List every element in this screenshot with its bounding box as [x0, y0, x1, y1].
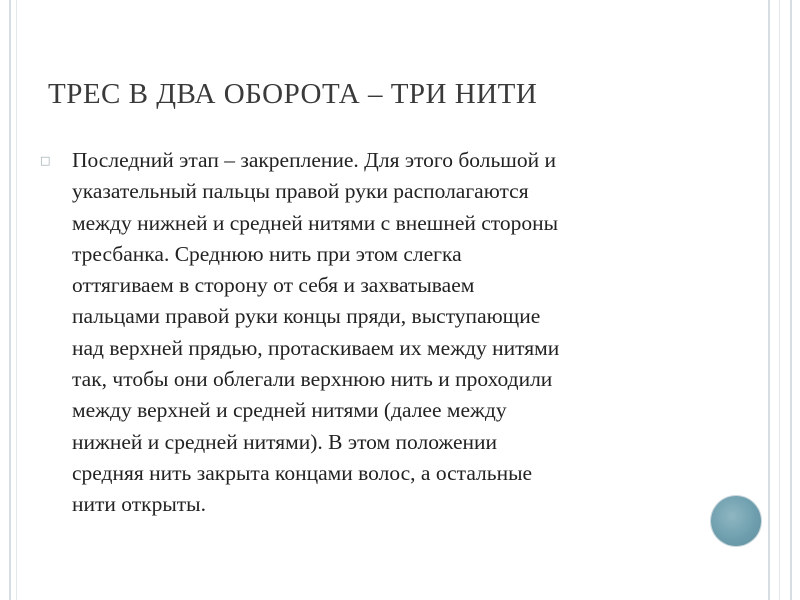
- body-line: оттягиваем в сторону от себя и захватываем: [72, 273, 475, 298]
- body-line: над верхней прядью, протаскиваем их между нитями: [72, 335, 560, 360]
- frame-line-right-2: [779, 0, 780, 600]
- frame-line-left-inner: [16, 0, 17, 600]
- frame-line-right-1: [768, 0, 770, 600]
- body-line: нити открыты.: [72, 492, 207, 517]
- body-line: между нижней и средней нитями с внешней стороны: [72, 210, 559, 235]
- body-line: пальцами правой руки концы пряди, выступающие: [72, 304, 541, 329]
- body-line: нижней и средней нитями). В этом положении: [72, 429, 498, 454]
- frame-line-right-3: [790, 0, 792, 600]
- body-line: так, чтобы они облегали верхнюю нить и проходили: [72, 367, 553, 392]
- slide-title: ТРЕС В ДВА ОБОРОТА – ТРИ НИТИ: [48, 78, 538, 110]
- body-line: средняя нить закрыта концами волос, а остальные: [72, 460, 533, 485]
- bullet-text: [72, 145, 702, 521]
- body-line: тресбанка. Среднюю нить при этом слегка: [72, 241, 462, 266]
- bullet-item: [40, 145, 720, 521]
- hollow-square-bullet-icon: □: [40, 154, 51, 167]
- body-line: Последний этап – закрепление. Для этого большой и: [72, 148, 556, 172]
- body-line: указательный пальцы правой руки располагаются: [72, 179, 529, 204]
- decorative-circle-icon: [711, 496, 761, 546]
- frame-line-left-outer: [9, 0, 11, 600]
- body-line: между верхней и средней нитями (далее между: [72, 398, 507, 423]
